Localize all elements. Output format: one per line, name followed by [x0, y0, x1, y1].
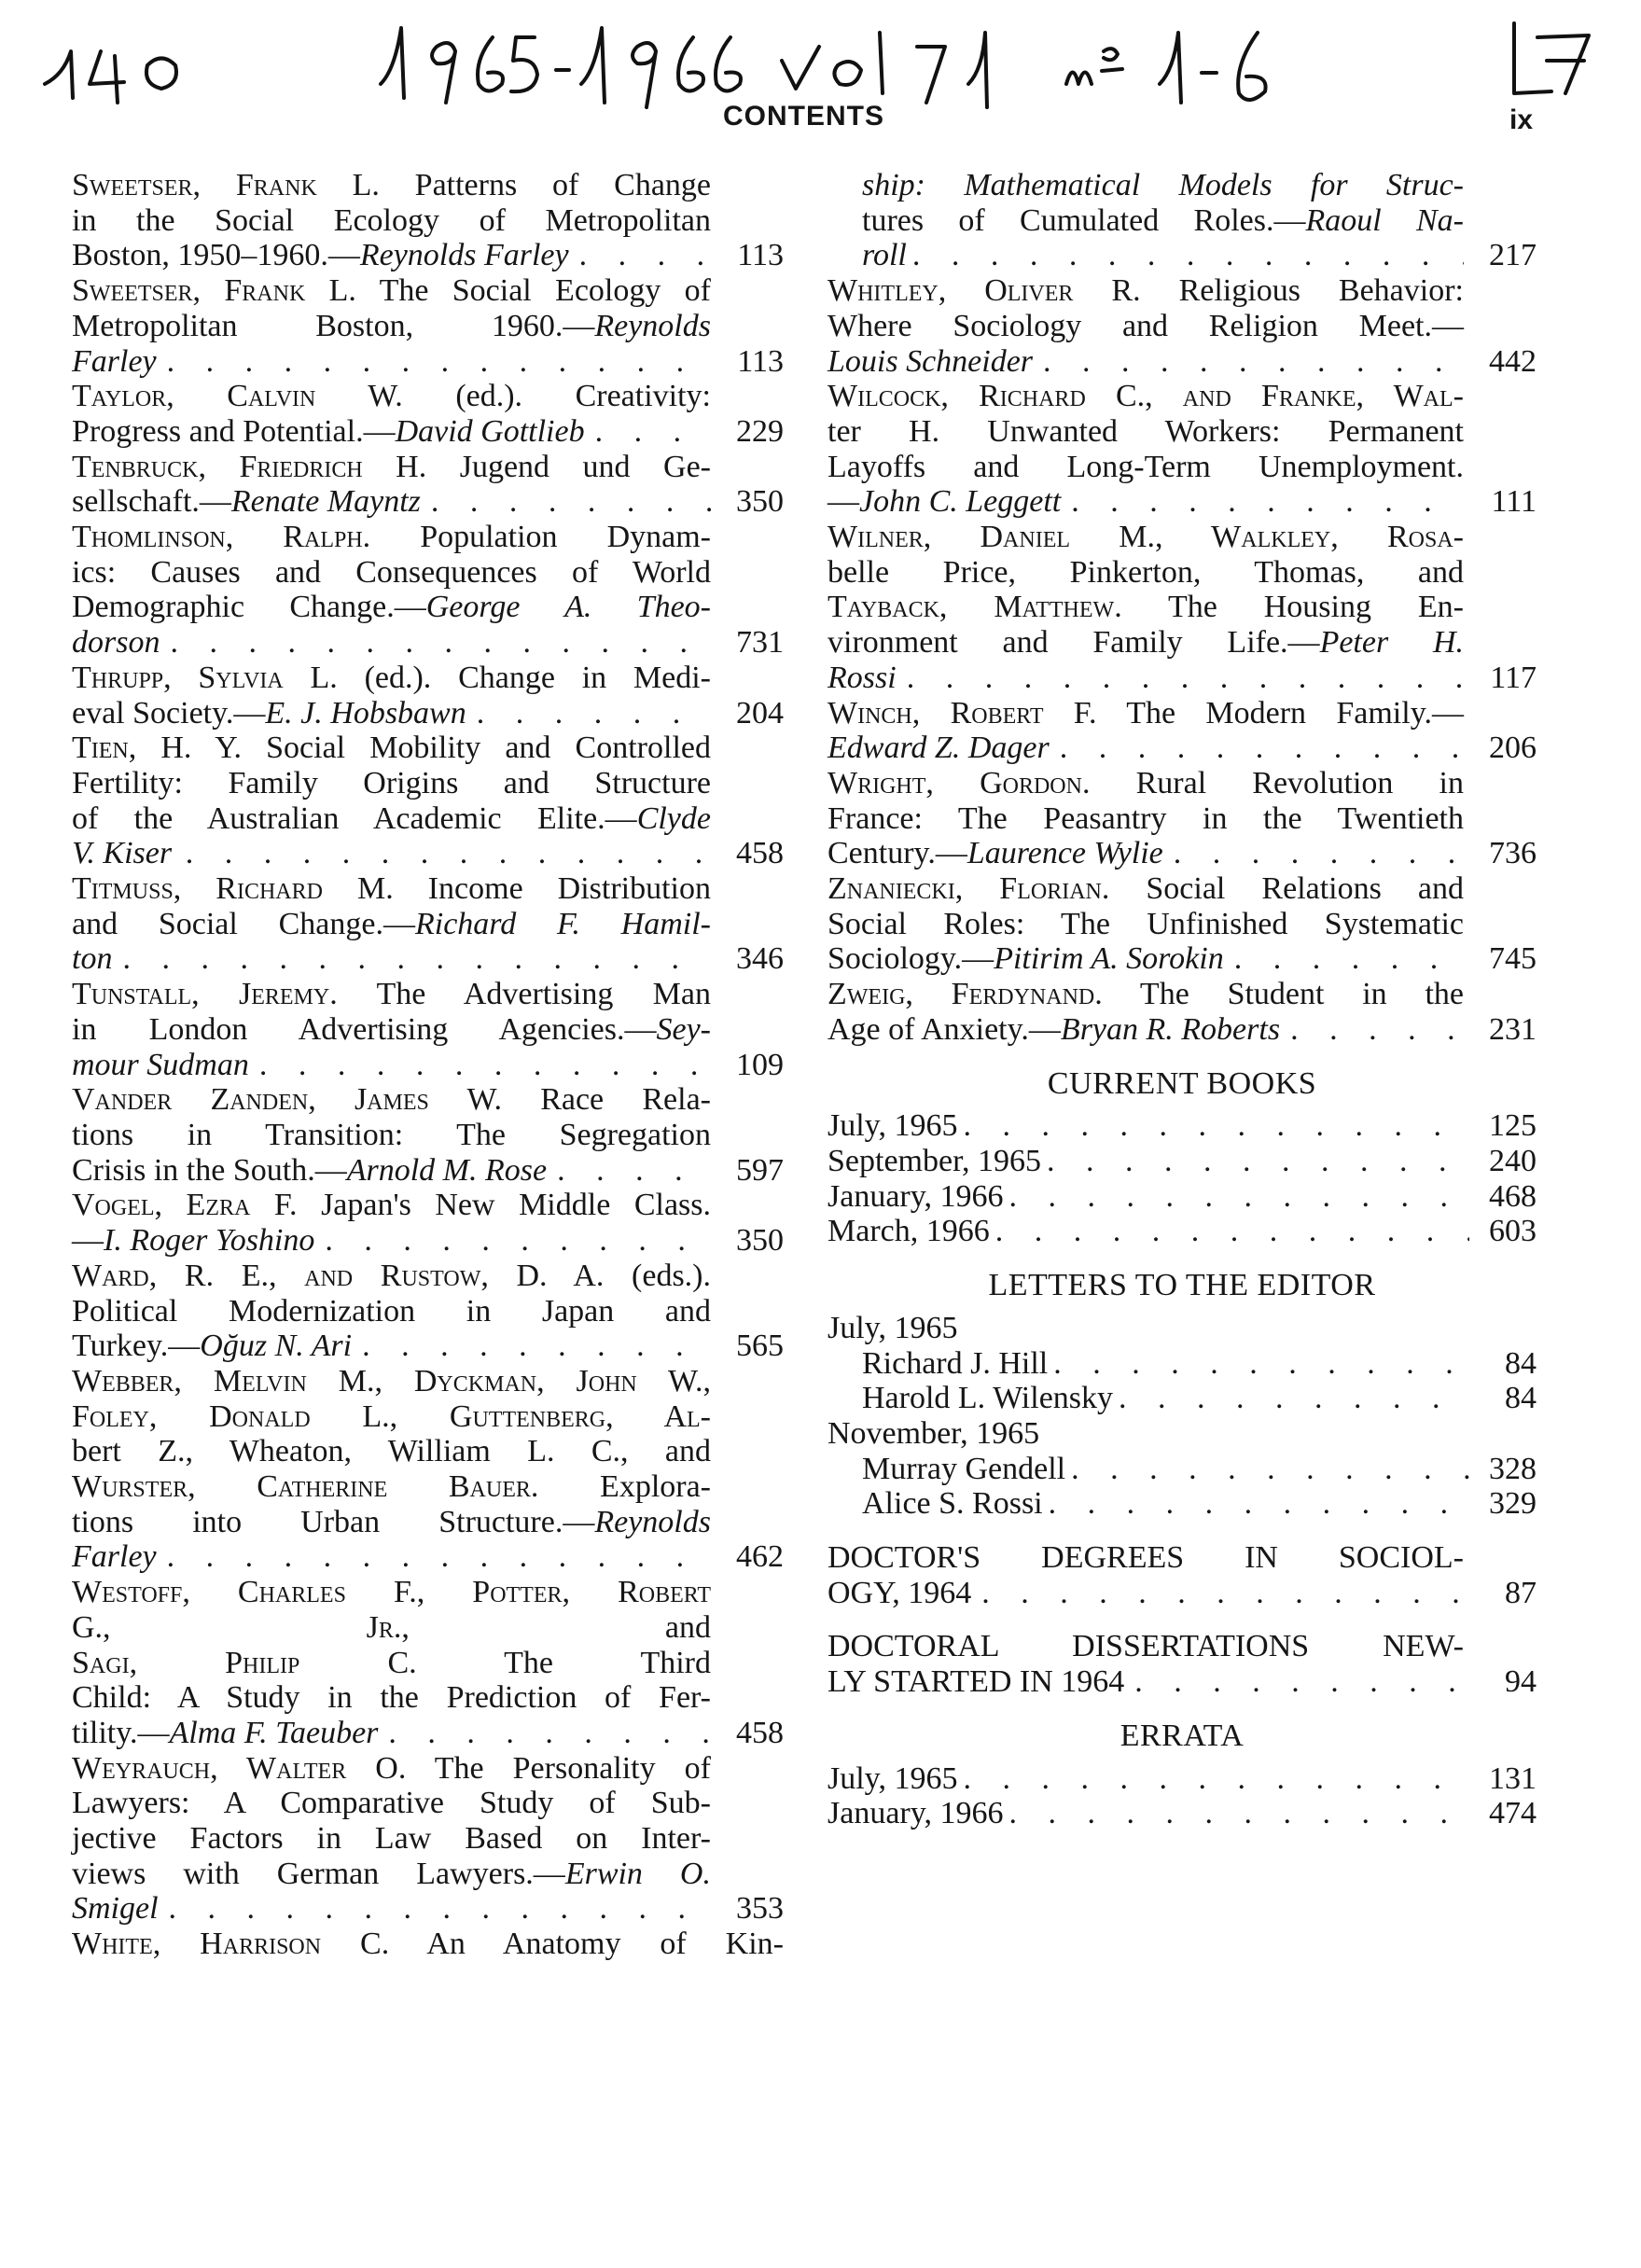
right-entry [827, 977, 1537, 1047]
entry-line: Metropolitan Boston, 1960.—Reynolds [72, 308, 711, 343]
entry-line: roll . . . [862, 238, 1464, 273]
right-entry [827, 766, 1537, 871]
errata-list [827, 1761, 1537, 1831]
dissertations-line1: DOCTORAL DISSERTATIONS NEW- [827, 1629, 1464, 1664]
dot-leader [1169, 836, 1464, 871]
entry-line: Wilcock, Richard C., and Franke, Wal- [827, 379, 1464, 414]
entry-line: Thomlinson, Ralph. Population Dynam- [72, 520, 711, 555]
entry-line: Thrupp, Sylvia L. (ed.). Change in Medi- [72, 660, 711, 695]
entry-line: tions in Transition: The Segregation [72, 1117, 711, 1152]
entry-line: ship: Mathematical Models for Struc- [862, 168, 1464, 202]
page-title: CONTENTS [723, 101, 884, 132]
entry-line: Wright, Gordon. Rural Revolution in [827, 765, 1464, 800]
page-reference: 353 [736, 1891, 784, 1927]
dot-leader [1049, 1486, 1469, 1522]
entry-line: bert Z., Wheaton, William L. C., and [72, 1434, 712, 1469]
row-label: Harold L. Wilensky [862, 1381, 1114, 1416]
page-reference: 597 [736, 1152, 784, 1188]
entry-line: in the Social Ecology of Metropolitan [72, 202, 711, 238]
current-books-row [827, 1179, 1537, 1215]
dot-leader [118, 941, 711, 977]
page-reference: 736 [1489, 836, 1537, 871]
entry-line: Where Sociology and Religion Meet.— [827, 308, 1464, 343]
entry-line: Demographic Change.—George A. Theo- [72, 590, 711, 625]
row-page: 603 [1489, 1214, 1537, 1249]
left-entry [72, 168, 784, 273]
row-page: 84 [1505, 1345, 1537, 1381]
page-reference: 565 [736, 1329, 784, 1364]
entry-line: of the Australian Academic Elite.—Clyde [72, 800, 711, 836]
dot-leader [963, 1108, 1469, 1144]
entry-line: Wilner, Daniel M., Walkley, Rosa- [827, 520, 1464, 555]
entry-line: Child: A Study in the Prediction of Fer- [72, 1680, 711, 1716]
row-page: 329 [1489, 1486, 1537, 1522]
dot-leader [1066, 484, 1464, 520]
entry-line: eval Society.—E. J. Hobsbawn . . . [106, 696, 711, 731]
dot-leader [1055, 730, 1464, 766]
entry-line: Sagi, Philip C. The Third [72, 1645, 711, 1680]
page-reference: 346 [736, 941, 784, 977]
dot-leader [1119, 1381, 1469, 1416]
right-entry [827, 520, 1537, 696]
entry-line: Foley, Donald L., Guttenberg, Al- [72, 1398, 711, 1434]
dot-leader [1009, 1796, 1469, 1831]
entry-line: Farley . . . [106, 1539, 711, 1575]
entry-line: Social Roles: The Unfinished Systematic [827, 906, 1464, 941]
entry-line: tility.—Alma F. Taeuber . . . [106, 1716, 711, 1751]
page-reference: 462 [736, 1539, 784, 1575]
dissertations-line2: LY STARTED IN 1964 . . . [862, 1664, 1464, 1700]
page-reference: 350 [736, 484, 784, 520]
page-reference: 117 [1490, 660, 1537, 695]
row-page: 468 [1489, 1178, 1537, 1214]
right-column [827, 168, 1537, 1831]
entry-line: Webber, Melvin M., Dyckman, John W., [72, 1363, 711, 1398]
right-entry [827, 871, 1537, 977]
entry-line: Winch, Robert F. The Modern Family.— [827, 695, 1464, 730]
page-reference: 442 [1489, 343, 1537, 379]
errata-row [827, 1761, 1537, 1797]
dot-leader [165, 625, 711, 661]
dot-leader [426, 484, 711, 520]
entry-line: Louis Schneider . . . [862, 344, 1464, 380]
right-entry [827, 379, 1537, 520]
left-entry [72, 1188, 784, 1258]
entry-line: Zweig, Ferdynand. The Student in the [827, 977, 1464, 1012]
current-books-list [827, 1108, 1537, 1249]
row-label: Richard J. Hill [862, 1345, 1049, 1381]
entry-line: Ward, R. E., and Rustow, D. A. (eds.). [72, 1258, 712, 1293]
letters-row [827, 1381, 1537, 1416]
letters-row [827, 1486, 1537, 1522]
entry-line: ton . . . [106, 941, 711, 977]
entry-line: vironment and Family Life.—Peter H. [827, 625, 1464, 661]
dot-leader [575, 238, 711, 273]
page-reference: 217 [1489, 238, 1537, 273]
letters-row [827, 1346, 1537, 1382]
current-books-row [827, 1108, 1537, 1144]
row-page: 474 [1489, 1796, 1537, 1831]
entry-line: Vogel, Ezra F. Japan's New Middle Class. [72, 1188, 711, 1223]
entry-line: Political Modernization in Japan and [72, 1293, 711, 1329]
dot-leader [1038, 344, 1464, 380]
page-reference: 458 [736, 1715, 784, 1750]
entry-line: —John C. Leggett . . . [862, 484, 1464, 520]
dot-leader [164, 1891, 711, 1927]
page-reference: 229 [736, 413, 784, 449]
entry-line: Rossi . . . [862, 661, 1464, 696]
left-entry [72, 977, 784, 1082]
row-label: Alice S. Rossi [862, 1486, 1043, 1522]
entry-line: Titmuss, Richard M. Income Distribution [72, 871, 711, 907]
left-entry [72, 730, 784, 871]
left-entry [72, 379, 784, 449]
entry-line: France: The Peasantry in the Twentieth [827, 800, 1464, 836]
letters-row [827, 1452, 1537, 1487]
page-reference: 113 [737, 343, 784, 379]
left-entry [72, 1082, 784, 1188]
entry-line: White, Harrison C. An Anatomy of Kin- [72, 1927, 784, 1962]
entry-line: Tien, H. Y. Social Mobility and Controlled [72, 730, 711, 766]
entry-line: Tenbruck, Friedrich H. Jugend und Ge- [72, 449, 711, 484]
entry-line: ter H. Unwanted Workers: Permanent [827, 413, 1464, 449]
page-reference: 111 [1491, 484, 1537, 520]
row-label: January, 1966 [827, 1796, 1004, 1831]
row-label: Murray Gendell [862, 1451, 1066, 1486]
entry-line: in London Advertising Agencies.—Sey- [72, 1011, 711, 1047]
doctors-degrees-page: 87 [1505, 1575, 1537, 1610]
entry-line: G., Jr., and [72, 1609, 712, 1645]
right-entry [827, 696, 1537, 766]
entry-line: Smigel . . . [106, 1891, 711, 1927]
dot-leader [902, 661, 1464, 696]
entry-line: Weyrauch, Walter O. The Personality of [72, 1750, 711, 1786]
letters-date: November, 1965 [827, 1415, 1040, 1451]
dot-leader [162, 344, 711, 380]
entry-line: dorson . . . [106, 625, 711, 661]
entry-line: Tunstall, Jeremy. The Advertising Man [72, 977, 711, 1012]
dot-leader [1071, 1452, 1469, 1487]
page-reference: 113 [737, 238, 784, 273]
entry-line: tions into Urban Structure.—Reynolds [72, 1504, 711, 1539]
entry-line: Layoffs and Long-Term Unemployment. [827, 449, 1464, 484]
left-entry [72, 1364, 784, 1575]
entry-line: Sweetser, Frank L. The Social Ecology of [72, 273, 711, 309]
dissertations-entry [827, 1629, 1537, 1699]
entry-line: Wurster, Catherine Bauer. Explora- [72, 1469, 711, 1505]
left-entry [72, 273, 784, 379]
left-entry [72, 450, 784, 520]
row-label: September, 1965 [827, 1143, 1042, 1178]
page-reference: 458 [736, 836, 784, 871]
entry-line: views with German Lawyers.—Erwin O. [72, 1856, 711, 1891]
entry-line: Fertility: Family Origins and Structure [72, 765, 711, 800]
entry-line: Age of Anxiety.—Bryan R. Roberts . . . [862, 1012, 1464, 1048]
dissertations-page: 94 [1505, 1664, 1537, 1700]
dot-leader [912, 238, 1464, 273]
dot-leader [320, 1223, 711, 1259]
row-page: 84 [1505, 1381, 1537, 1416]
left-entry [72, 661, 784, 730]
current-books-row [827, 1144, 1537, 1179]
left-entry [72, 1751, 784, 1927]
row-label: March, 1966 [827, 1214, 990, 1249]
left-entry [72, 1927, 784, 1962]
dot-leader [357, 1329, 711, 1364]
entry-line: Lawyers: A Comparative Study of Sub- [72, 1786, 711, 1821]
entry-line: jective Factors in Law Based on Inter- [72, 1821, 711, 1857]
entry-line: Crisis in the South.—Arnold M. Rose . . . [106, 1153, 711, 1189]
row-page: 240 [1489, 1143, 1537, 1178]
dot-leader [1053, 1346, 1469, 1382]
page-number: ix [1509, 104, 1534, 135]
errata-row [827, 1796, 1537, 1831]
entry-line: sellschaft.—Renate Mayntz . . . [106, 484, 711, 520]
entry-line: Znaniecki, Florian. Social Relations and [827, 871, 1464, 907]
doctors-degrees-entry [827, 1540, 1537, 1610]
row-label: July, 1965 [827, 1760, 958, 1796]
page-reference: 731 [736, 625, 784, 661]
page-reference: 206 [1489, 730, 1537, 766]
left-entry [72, 520, 784, 661]
entry-line: Turkey.—Oğuz N. Ari . . . [106, 1329, 711, 1364]
entry-line: Century.—Laurence Wylie . . . [862, 836, 1464, 871]
row-page: 131 [1489, 1760, 1537, 1796]
entry-line: Boston, 1950–1960.—Reynolds Farley . . . [106, 238, 711, 273]
entry-line: ics: Causes and Consequences of World [72, 554, 711, 590]
entry-line: Edward Z. Dager . . . [862, 730, 1464, 766]
letters-date: July, 1965 [827, 1310, 958, 1345]
doctors-degrees-line1: DOCTOR'S DEGREES IN SOCIOL- [827, 1540, 1464, 1576]
entry-line: Tayback, Matthew. The Housing En- [827, 590, 1464, 625]
left-entry [72, 1575, 784, 1751]
page-reference: 350 [736, 1223, 784, 1259]
row-label: July, 1965 [827, 1108, 958, 1144]
row-page: 328 [1489, 1451, 1537, 1486]
left-entry [72, 1259, 784, 1364]
right-entry [827, 168, 1537, 273]
page-reference: 745 [1489, 941, 1537, 977]
right-entry [827, 273, 1537, 379]
entry-line: Progress and Potential.—David Gottlieb . . . [106, 414, 711, 450]
dot-leader [963, 1761, 1469, 1797]
dot-leader [1286, 1012, 1464, 1048]
letters-heading: LETTERS TO THE EDITOR [988, 1268, 1376, 1303]
right-column-entries [827, 168, 1537, 1048]
doctors-degrees-line2: OGY, 1964 . . . [862, 1576, 1464, 1611]
dot-leader [181, 836, 711, 871]
letters-list [827, 1311, 1537, 1522]
dot-leader [552, 1153, 711, 1189]
left-column [72, 168, 784, 1962]
row-label: January, 1966 [827, 1178, 1004, 1214]
dot-leader [383, 1716, 711, 1751]
entry-line: Vander Zanden, James W. Race Rela- [72, 1082, 711, 1118]
entry-line: Taylor, Calvin W. (ed.). Creativity: [72, 379, 711, 414]
current-books-row [827, 1214, 1537, 1249]
entry-line: Whitley, Oliver R. Religious Behavior: [827, 273, 1464, 309]
dot-leader [255, 1048, 711, 1083]
page-reference: 109 [736, 1047, 784, 1082]
dot-leader [1047, 1144, 1469, 1179]
page-reference: 204 [736, 695, 784, 730]
entry-line: Sweetser, Frank L. Patterns of Change [72, 168, 711, 202]
entry-line: and Social Change.—Richard F. Hamil- [72, 906, 712, 941]
entry-line: Sociology.—Pitirim A. Sorokin . . . [862, 941, 1464, 977]
entry-line: V. Kiser . . . [106, 836, 711, 871]
dot-leader [1230, 941, 1464, 977]
dot-leader [472, 696, 711, 731]
page-reference: 231 [1489, 1011, 1537, 1047]
dot-leader [995, 1214, 1469, 1249]
dot-leader [162, 1539, 711, 1575]
entry-line: belle Price, Pinkerton, Thomas, and [827, 554, 1465, 590]
entry-line: mour Sudman . . . [106, 1048, 711, 1083]
errata-heading: ERRATA [1119, 1718, 1245, 1753]
entry-line: tures of Cumulated Roles.—Raoul Na- [862, 202, 1465, 238]
dot-leader [1009, 1179, 1469, 1215]
left-entry [72, 871, 784, 977]
current-books-heading: CURRENT BOOKS [1047, 1065, 1317, 1101]
row-page: 125 [1489, 1108, 1537, 1144]
dot-leader [591, 414, 711, 450]
entry-line: —I. Roger Yoshino . . . [106, 1223, 711, 1259]
entry-line: Westoff, Charles F., Potter, Robert [72, 1575, 711, 1610]
entry-line: Farley . . . [106, 344, 711, 380]
